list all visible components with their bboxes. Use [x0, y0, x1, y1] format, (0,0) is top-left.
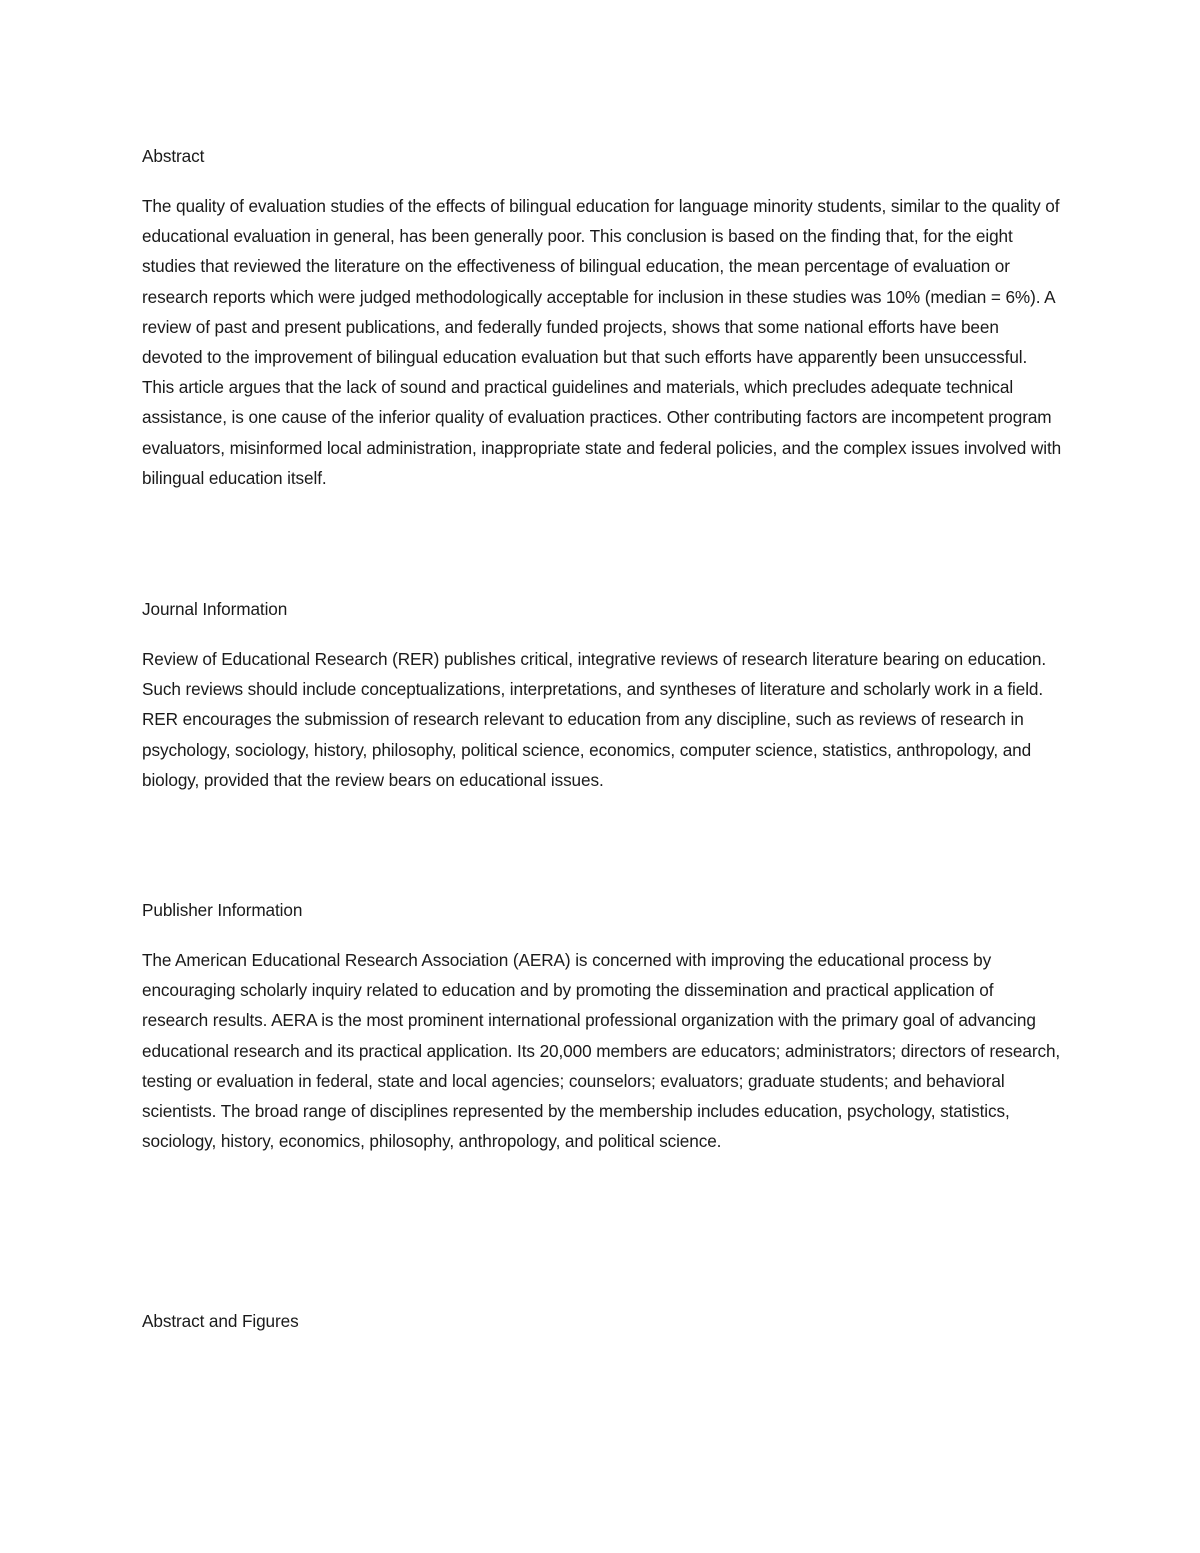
publisher-information-heading: Publisher Information	[142, 900, 303, 920]
abstract-heading: Abstract	[142, 146, 205, 166]
abstract-paragraph: The quality of evaluation studies of the effects of bilingual education for language minority students, similar to the quality of educational evaluation in general, has been generally poor. This conclusion is based on the finding that, for the eight studies that reviewed the literature on the effectiveness of bilingual education, the mean percentage of evaluation or research reports which were judged methodologically acceptable for inclusion in these studies was 10% (median = 6%). A review of past and present publications, and federally funded projects, shows that some national efforts have been devoted to the improvement of bilingual education evaluation but that such efforts have apparently been unsuccessful. This article argues that the lack of sound and practical guidelines and materials, which precludes adequate technical assistance, is one cause of the inferior quality of evaluation practices. Other contributing factors are incompetent program evaluators, misinformed local administration, inappropriate state and federal policies, and the complex issues involved with bilingual education itself.	[142, 196, 1062, 488]
abstract-and-figures-heading: Abstract and Figures	[142, 1311, 299, 1331]
journal-information-heading: Journal Information	[142, 599, 288, 619]
journal-information-paragraph: Review of Educational Research (RER) publishes critical, integrative reviews of research literature bearing on education. Such reviews should include conceptualizations, interpretations, and syntheses of literature and scholarly work in a field. RER encourages the submission of research relevant to education from any discipline, such as reviews of research in psychology, sociology, history, philosophy, political science, economics, computer science, statistics, anthropology, and biology, provided that the review bears on educational issues.	[142, 649, 1047, 790]
publisher-information-paragraph: The American Educational Research Association (AERA) is concerned with improving the educational process by encouraging scholarly inquiry related to education and by promoting the dissemination and practical application of research results. AERA is the most prominent international professional organization with the primary goal of advancing educational research and its practical application. Its 20,000 members are educators; administrators; directors of research, testing or evaluation in federal, state and local agencies; counselors; evaluators; graduate students; and behavioral scientists. The broad range of disciplines represented by the membership includes education, psychology, statistics, sociology, history, economics, philosophy, anthropology, and political science.	[142, 950, 1061, 1152]
